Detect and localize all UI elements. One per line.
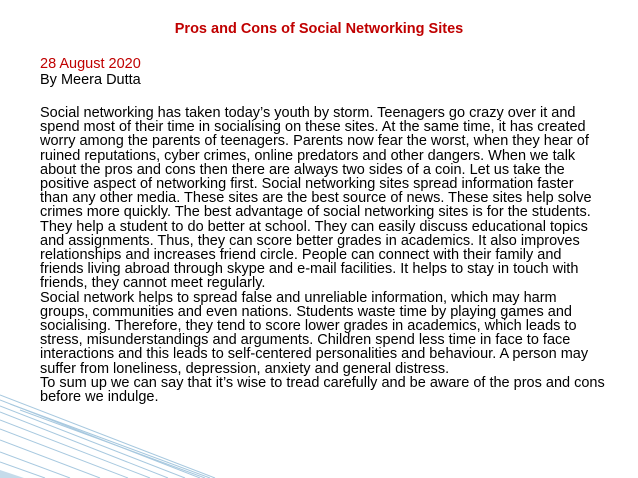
publish-date: 28 August 2020 — [40, 56, 141, 72]
author: By Meera Dutta — [40, 72, 141, 88]
article-body — [40, 106, 605, 404]
paragraph-pros: Social networking has taken today’s youth by storm. Teenagers go crazy over it and spend most of their time in socialising on these sites. At the same time, it has created worry among the parents of teenagers. Parents now fear the worst, when they hear of ruined reputations, cyber crimes, online predators and other dangers. When we talk about the pros and cons then there are always two sides of a coin. Let us take the positive aspect of networking first. Social networking sites spread information faster than any other media. These sites are the best source of news. These sites help solve crimes more quickly. The best advantage of social networking sites is for the students. They help a student to do better at school. They can easily discuss educational topics and assignments. Thus, they can score better grades in academics. It also improves relationships and increases friend circle. People can connect with their family and friends living abroad through skype and e-mail facilities. It helps to stay in touch with friends, they cannot meet regularly. — [40, 105, 592, 292]
paragraph-cons: Social network helps to spread false and unreliable information, which may harm groups, communities and even nations. Students waste time by playing games and socialising. Therefore, they tend to score lower grades in academics, which leads to stress, misunderstandings and arguments. Children spend less time in face to face interactions and this leads to self-centered personalities and behaviour. A person may suffer from loneliness, depression, anxiety and general distress. — [40, 289, 589, 377]
page-title: Pros and Cons of Social Networking Sites — [174, 21, 464, 37]
paragraph-conclusion: To sum up we can say that it’s wise to tread carefully and be aware of the pros and cons before we indulge. — [40, 374, 605, 406]
byline — [40, 56, 141, 88]
